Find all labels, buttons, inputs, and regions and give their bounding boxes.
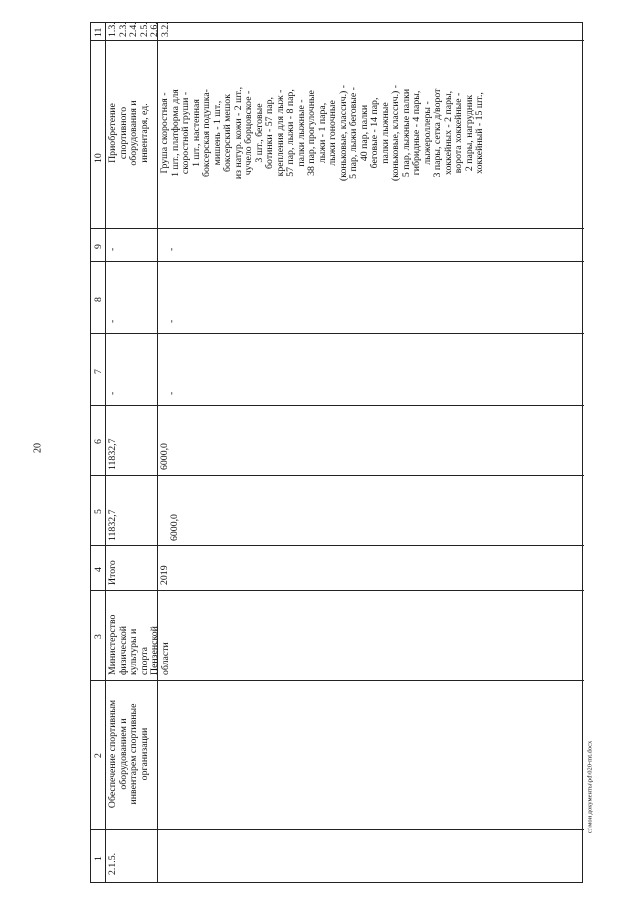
row-number: 2.1.5. [107, 852, 118, 875]
col-divider-5-6 [91, 475, 584, 476]
executor: Министерство физической культуры и спорта Пензенской области [107, 614, 171, 675]
col-divider-3-4 [91, 590, 584, 591]
year-indicator-list: Груша скоростная - 1 шт., платформа для скоростной груши - 1 шт., настенная боксерская подушка- мишень - 1 шт., боксерский мешок из натур. кожи - 2 шт., чучело борцовское - 3 шт., беговые ботинки - 57 пар, крепления для лыж - 57 пар, лыжи - 8 пар, палки лыжные - 38 пар, прогулочные лыжи - 1 пара, лыжи гоночные (коньковые, классич.) - 5 пар, лыжи беговые - 40 пар, палки беговые - 14 пар, палки лыжные (коньковые, классич.) - 5 пар, лыжные палки гибридные - 4 пары, лыжероллеры - 3 пары, сетка д/ворот хоккейных - 2 пары, ворота хоккейные - 2 пары, нагрудник хоккейный - 15 шт., [159, 84, 485, 182]
total-col9: - [107, 247, 118, 251]
year-col9: - [166, 247, 177, 251]
total-col5: 11832,7 [107, 509, 118, 541]
total-label: Итого [107, 560, 118, 585]
header-col-7: 7 [93, 369, 104, 374]
header-col-10: 10 [93, 153, 104, 163]
year-col5: 6000,0 [169, 514, 180, 541]
year-col6: 6000,0 [159, 443, 170, 470]
header-col-5: 5 [93, 509, 104, 514]
col-divider-7-8 [91, 333, 584, 334]
header-col-6: 6 [93, 439, 104, 444]
header-row-divider [105, 23, 106, 882]
links-to-indicators: 1.3. 2.3. 2.4. 2.5. 2.6. 3.2. [107, 22, 171, 37]
header-col-3: 3 [93, 634, 104, 639]
total-col7: - [107, 391, 118, 395]
col-divider-1-2 [91, 829, 584, 830]
header-col-8: 8 [93, 297, 104, 302]
header-col-1: 1 [93, 856, 104, 861]
col-divider-4-5 [91, 545, 584, 546]
col-divider-10-11 [91, 40, 584, 41]
col-divider-2-3 [91, 680, 584, 681]
year: 2019 [159, 565, 170, 585]
header-col-4: 4 [93, 567, 104, 572]
total-col8: - [107, 319, 118, 323]
header-col-11: 11 [93, 27, 104, 37]
indicator-title: Приобретение спортивного оборудования и инвентаря, ед. [107, 100, 150, 166]
col-divider-8-9 [91, 261, 584, 262]
year-col7: - [166, 391, 177, 395]
header-col-2: 2 [93, 753, 104, 758]
page-number: 20 [32, 443, 44, 453]
header-col-9: 9 [93, 244, 104, 249]
col-divider-9-10 [91, 228, 584, 229]
footer-file-path: c:\мои документы\pd\020-mt.docx [586, 740, 594, 834]
measure-name: Обеспечение спортивным оборудованием и инвентарем спортивные организации [107, 699, 150, 809]
program-table [90, 22, 583, 883]
total-row-divider [157, 23, 158, 882]
year-col8: - [166, 319, 177, 323]
col-divider-6-7 [91, 405, 584, 406]
total-col6: 11832,7 [107, 438, 118, 470]
